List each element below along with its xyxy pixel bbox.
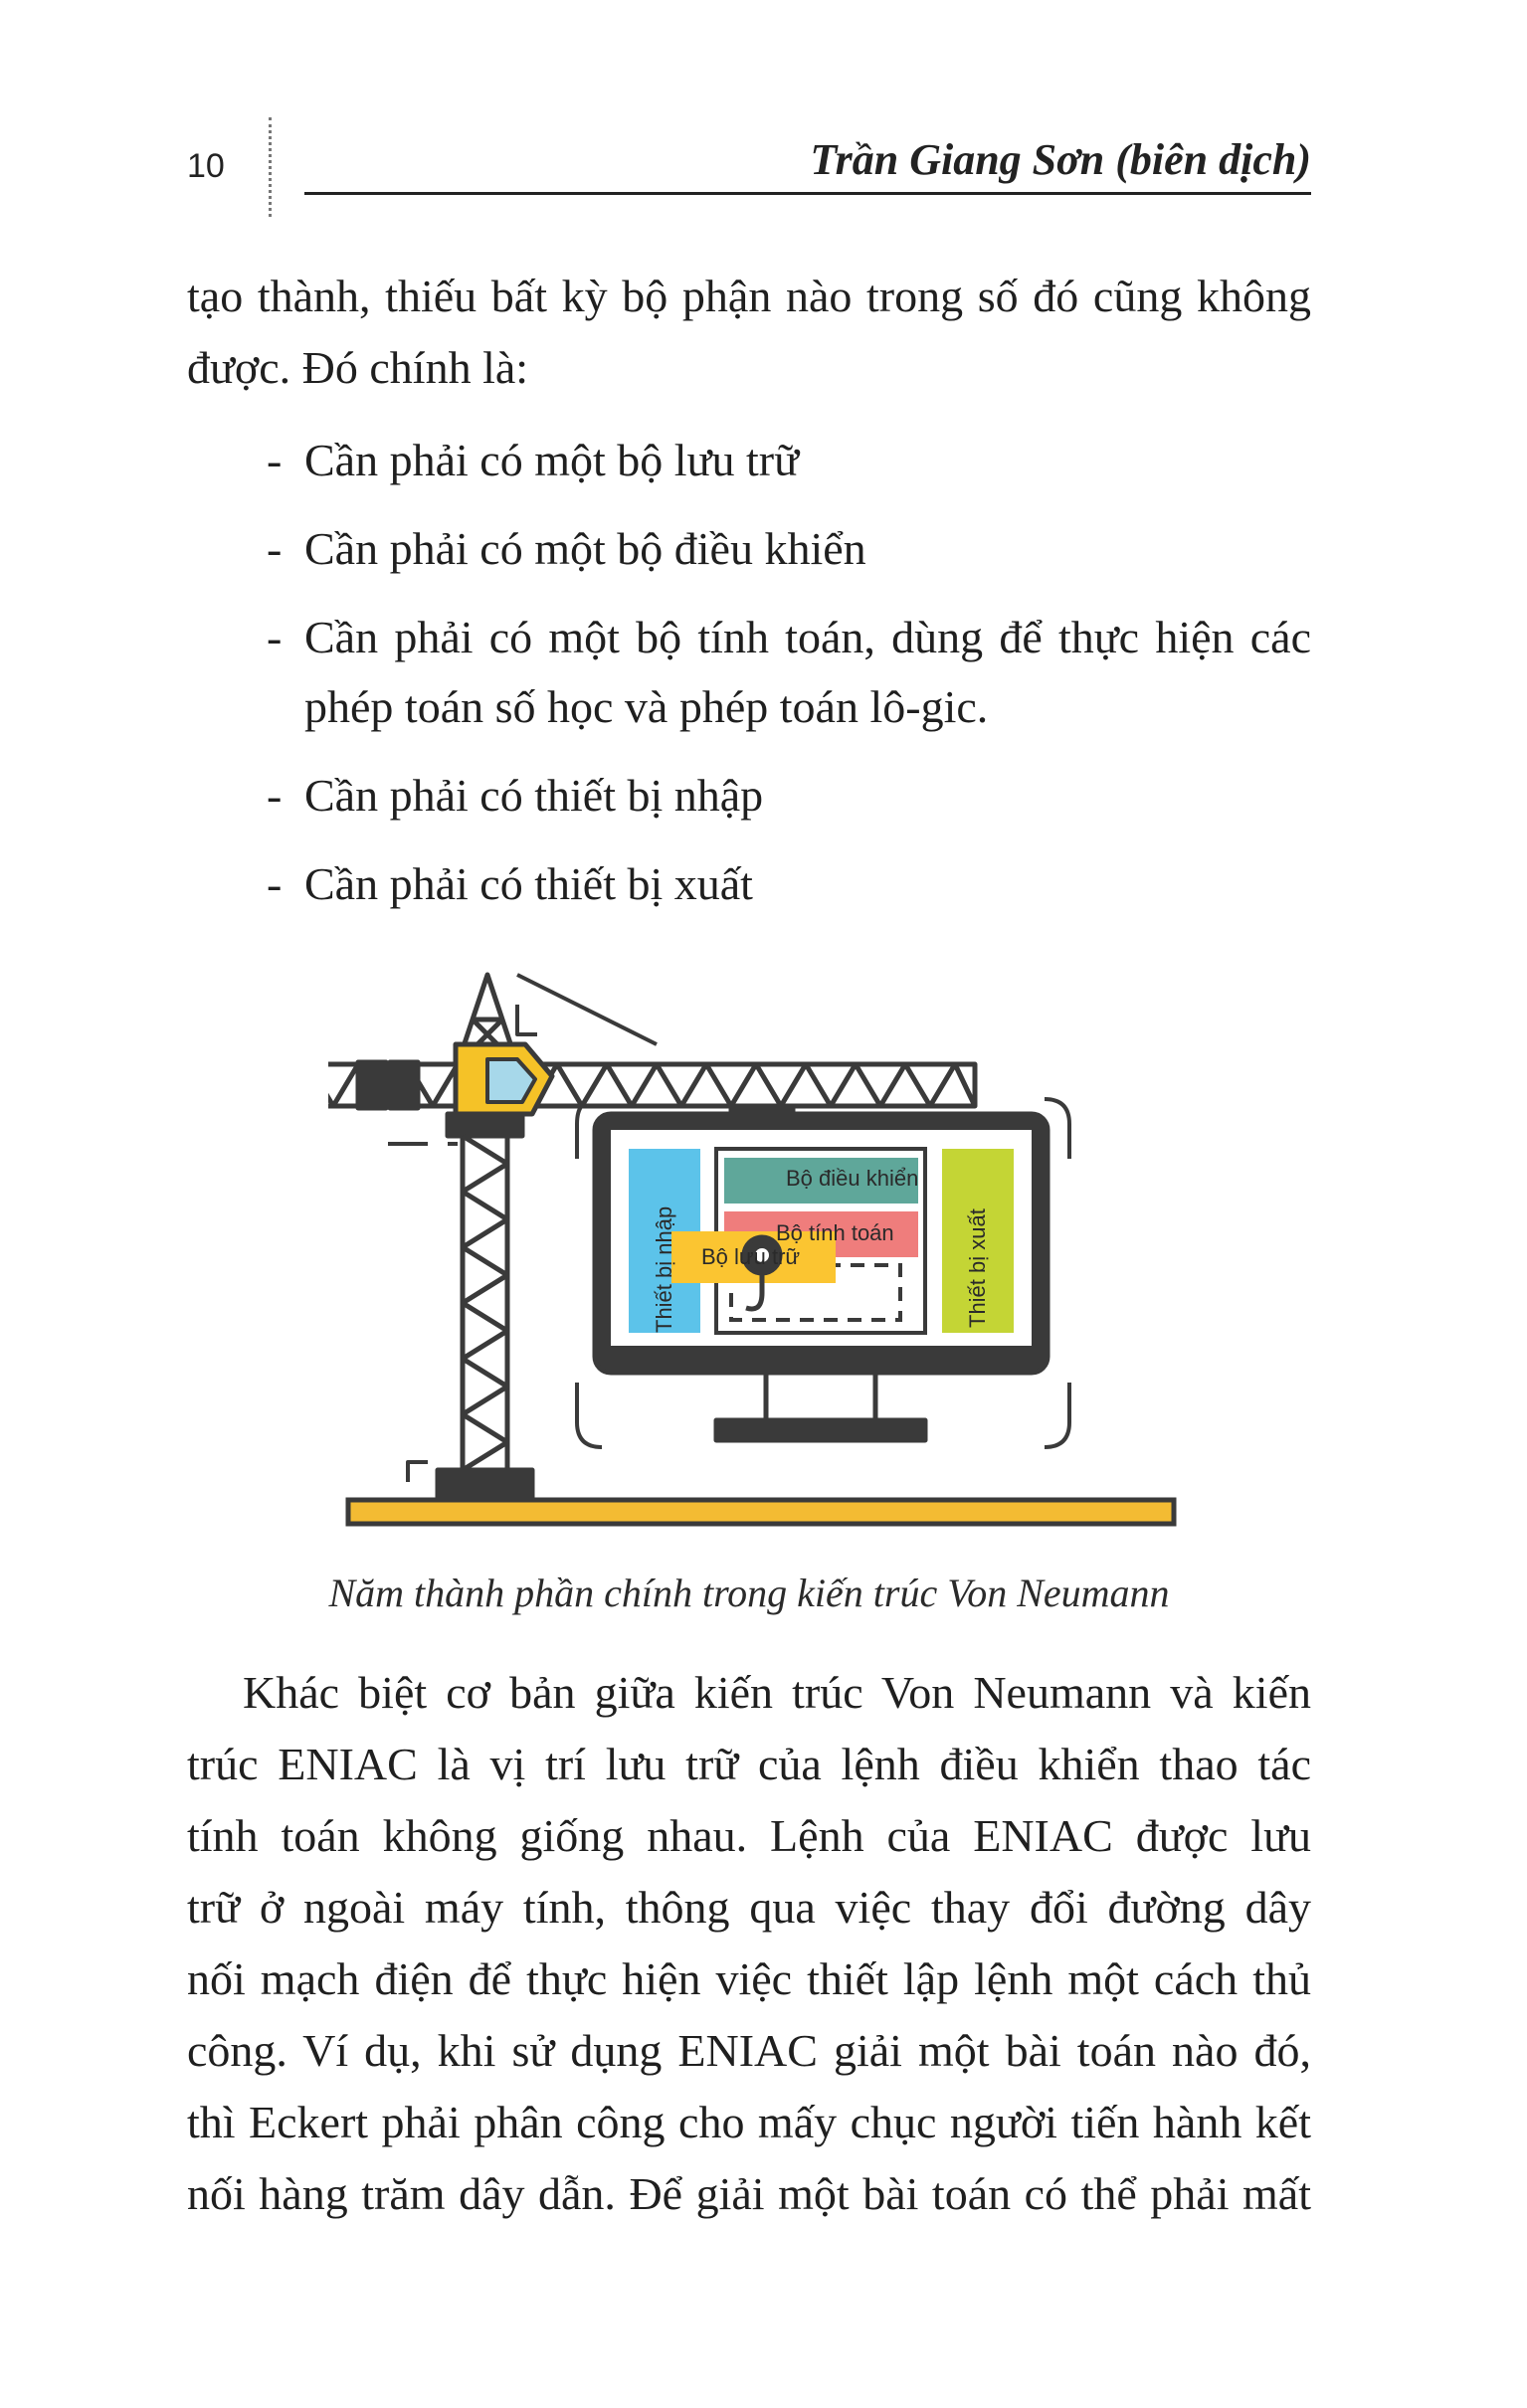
list-item-text: Cần phải có thiết bị xuất [304,858,753,909]
component-list [187,426,1311,938]
list-bullet: - [267,435,283,485]
body-line: thì Eckert phải phân công cho mấy chục người tiến hành kết [187,2097,1311,2147]
figure-caption: Năm thành phần chính trong kiến trúc Von Neumann [328,1571,1170,1615]
page-number: 10 [187,147,225,185]
control-unit-label: Bộ điều khiển [786,1166,919,1191]
body-line: trúc ENIAC là vị trí lưu trữ của lệnh điều khiển thao tác [187,1739,1311,1789]
intro-line-2: được. Đó chính là: [187,342,529,393]
header-author: Trần Giang Sơn (biên dịch) [810,135,1311,184]
list-item [187,426,1311,495]
body-line: trữ ở ngoài máy tính, thông qua việc thay đổi đường dây [187,1882,1311,1933]
body-line: nối mạch điện để thực hiện việc thiết lập lệnh một cách thủ [187,1953,1311,2004]
compute-unit-label: Bộ tính toán [776,1220,894,1245]
list-item [187,849,1311,919]
list-item-text: Cần phải có một bộ lưu trữ [304,435,800,485]
input-device-label: Thiết bị nhập [652,1205,676,1333]
list-item [187,761,1311,831]
body-line: Khác biệt cơ bản giữa kiến trúc Von Neumann và kiến [243,1667,1311,1718]
header-rule [304,192,1311,195]
list-bullet: - [267,858,283,909]
body-line: tính toán không giống nhau. Lệnh của ENIAC được lưu [187,1810,1311,1861]
list-item-text: Cần phải có một bộ điều khiển [304,523,866,574]
list-item [187,603,1311,742]
list-item [187,514,1311,584]
header-divider [269,117,272,217]
von-neumann-illustration [328,965,1194,1542]
list-bullet: - [267,612,283,662]
list-bullet: - [267,523,283,574]
list-bullet: - [267,770,283,821]
body-line: nối hàng trăm dây dẫn. Để giải một bài toán có thể phải mất [187,2168,1311,2219]
body-line: công. Ví dụ, khi sử dụng ENIAC giải một bài toán nào đó, [187,2025,1311,2076]
list-item-text: Cần phải có thiết bị nhập [304,770,764,821]
storage-unit-label: Bộ lưu trữ [701,1244,801,1269]
list-item-text: Cần phải có một bộ tính toán, dùng để thực hiện các phép toán số học và phép toán lô-gic. [304,612,1311,732]
output-device-label: Thiết bị xuất [965,1208,990,1328]
intro-line-1: tạo thành, thiếu bất kỳ bộ phận nào trong số đó cũng không [187,271,1311,321]
